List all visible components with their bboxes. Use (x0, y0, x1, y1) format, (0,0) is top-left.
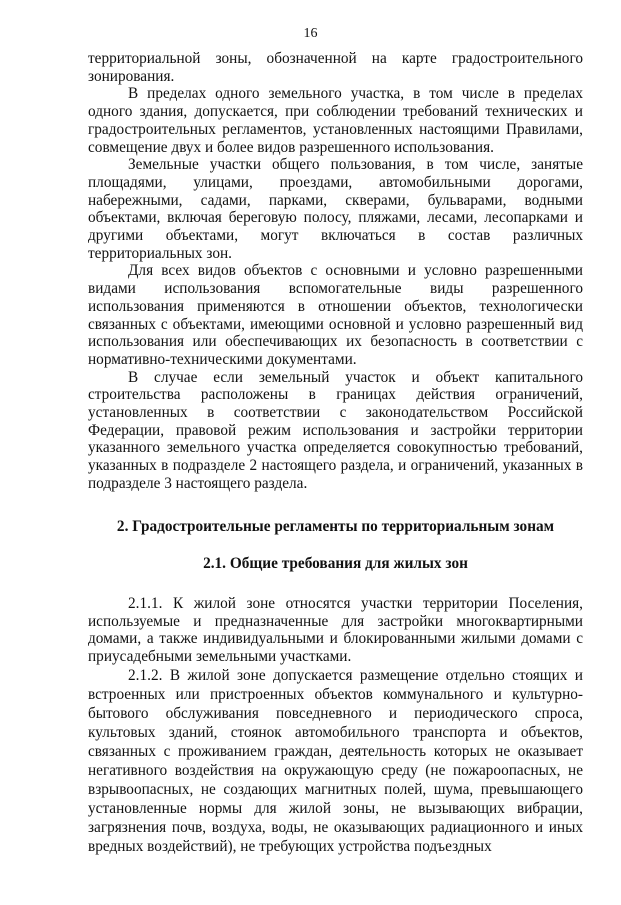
subsection-heading: 2.1. Общие требования для жилых зон (203, 555, 468, 573)
paragraph: 2.1.1. К жилой зоне относятся участки территории Поселения, используемые и предназначенные для застройки многоквартирными домами, а также индивидуальными и блокированными жилыми домами с приусадебными земельными участками. (88, 594, 583, 666)
section-heading: 2. Градостроительные регламенты по территориальным зонам (116, 517, 555, 535)
paragraph: В случае если земельный участок и объект капитального строительства расположены в границах действия ограничений, установленных в соответствии с законодательством Российской Федерации, правовой режим использования и застройки территории указанного земельного участка определяется совокупностью требований, указанных в подразделе 2 настоящего раздела, и ограничений, указанных в подразделе 3 настоящего раздела. (88, 368, 583, 492)
paragraph: В пределах одного земельного участка, в том числе в пределах одного здания, допускается, при соблюдении требований технических и градостроительных регламентов, установленных настоящими Правилами, совмещение двух и более видов разрешенного использования. (88, 85, 583, 156)
paragraph: Для всех видов объектов с основными и условно разрешенными видами использования вспомогательные виды разрешенного использования применяются в отношении объектов, технологически связанных с объектами, имеющими основной и условно разрешенный вид использования или обеспечивающих их безопасность в соответствии с нормативно-техническими документами. (88, 262, 583, 368)
page-number: 16 (303, 26, 318, 41)
paragraph: 2.1.2. В жилой зоне допускается размещение отдельно стоящих и встроенных или пристроенных объектов коммунального и культурно-бытового обслуживания повседневного и периодического спроса, культовых зданий, стоянок автомобильного транспорта и объектов, связанных с проживанием граждан, деятельность которых не оказывает негативного воздействия на окружающую среду (не пожароопасных, не взрывоопасных, не создающих магнитных полей, шума, превышающего установленные нормы для жилой зоны, не вызывающих вибрации, загрязнения почв, воздуха, воды, не оказывающих радиационного и иных вредных воздействий), не требующих устройства подъездных (88, 666, 583, 855)
document-body (88, 50, 583, 856)
paragraph: территориальной зоны, обозначенной на карте градостроительного зонирования. (88, 50, 583, 85)
paragraph: Земельные участки общего пользования, в том числе, занятые площадями, улицами, проездами, автомобильными дорогами, набережными, садами, парками, скверами, бульварами, водными объектами, включая береговую полосу, пляжами, лесами, лесопарками и другими объектами, могут включаться в состав различных территориальных зон. (88, 156, 583, 262)
